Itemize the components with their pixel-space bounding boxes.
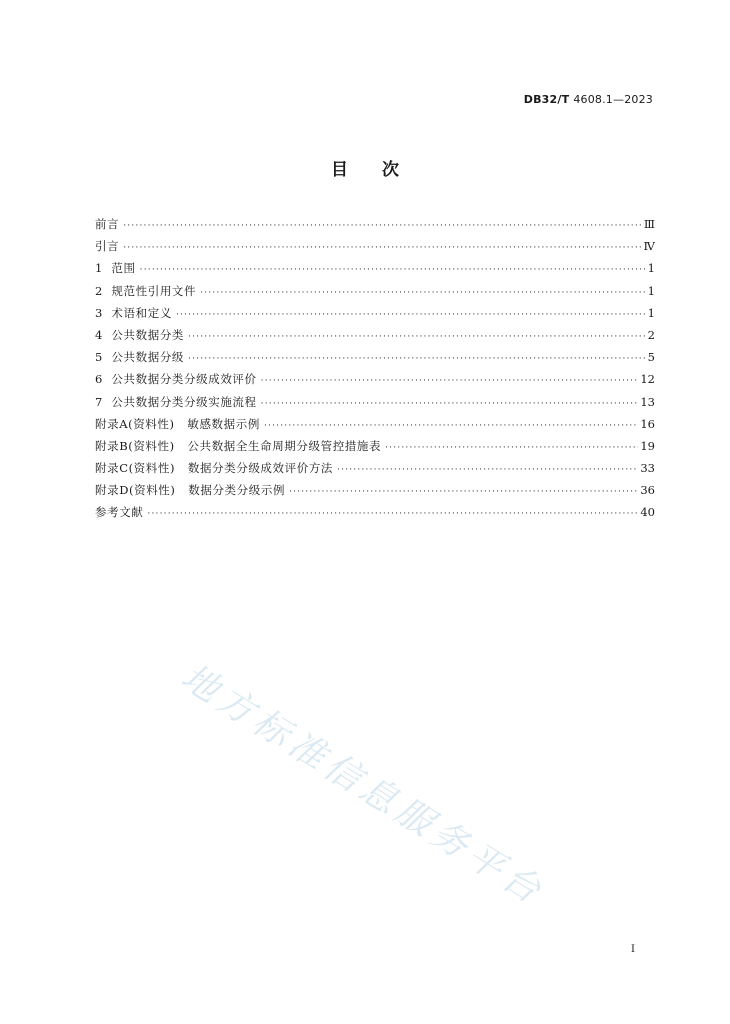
toc-leader-dots	[140, 259, 646, 281]
toc-entry-page: 12	[640, 372, 655, 387]
toc-entry[interactable]	[95, 346, 655, 368]
toc-leader-dots	[188, 348, 646, 370]
toc-entry-page: 16	[640, 416, 655, 431]
table-of-contents	[95, 213, 655, 524]
toc-entry-page: Ⅳ	[643, 239, 655, 254]
toc-entry[interactable]	[95, 280, 655, 302]
toc-entry-label: 7 公共数据分类分级实施流程	[95, 394, 257, 409]
toc-leader-dots	[337, 459, 638, 481]
toc-entry-label: 4 公共数据分类	[95, 327, 185, 342]
toc-leader-dots	[123, 215, 642, 237]
toc-leader-dots	[200, 282, 646, 304]
toc-leader-dots	[264, 415, 638, 437]
toc-entry-label: 2 规范性引用文件	[95, 283, 197, 298]
toc-entry[interactable]	[95, 435, 655, 457]
page-number: I	[631, 944, 635, 955]
toc-entry[interactable]	[95, 213, 655, 235]
toc-leader-dots	[188, 326, 646, 348]
toc-entry[interactable]	[95, 368, 655, 390]
toc-entry[interactable]	[95, 302, 655, 324]
toc-entry[interactable]	[95, 413, 655, 435]
toc-entry-page: 1	[647, 305, 655, 320]
toc-leader-dots	[176, 304, 646, 326]
toc-leader-dots	[385, 437, 638, 459]
toc-leader-dots	[123, 237, 641, 259]
standard-code-number: 4608.1—2023	[573, 93, 653, 106]
toc-entry-label: 附录B(资料性) 公共数据全生命周期分级管控措施表	[95, 438, 382, 453]
watermark: 地方标准信息服务平台	[174, 656, 552, 915]
toc-entry-label: 前言	[95, 217, 120, 231]
toc-entry-page: 13	[640, 394, 655, 409]
toc-entry-page: 5	[647, 350, 655, 365]
toc-entry-page: 19	[640, 438, 655, 453]
toc-entry-label: 附录D(资料性) 数据分类分级示例	[95, 483, 286, 498]
toc-entry[interactable]	[95, 457, 655, 479]
toc-entry-label: 引言	[95, 239, 120, 254]
toc-entry-label: 附录C(资料性) 数据分类分级成效评价方法	[95, 461, 334, 476]
toc-entry-page: 40	[640, 505, 655, 520]
toc-entry-page: 36	[640, 483, 655, 498]
toc-entry-label: 附录A(资料性) 敏感数据示例	[95, 416, 260, 431]
page-title: 目次	[331, 160, 433, 180]
toc-entry[interactable]	[95, 235, 655, 257]
toc-entry-page: 1	[647, 283, 655, 298]
toc-leader-dots	[261, 393, 639, 415]
standard-code-prefix: DB32/T	[523, 93, 570, 106]
toc-entry-label: 参考文献	[95, 505, 144, 520]
toc-entry-page: 1	[647, 261, 655, 276]
toc-entry-label: 3 术语和定义	[95, 305, 172, 320]
toc-leader-dots	[289, 481, 638, 503]
toc-leader-dots	[147, 503, 638, 525]
toc-entry-page: 33	[640, 461, 655, 476]
toc-entry-page: 2	[647, 327, 655, 342]
toc-entry-label: 1 范围	[95, 261, 136, 276]
toc-entry[interactable]	[95, 501, 655, 523]
toc-entry-page: Ⅲ	[643, 217, 655, 231]
toc-entry[interactable]	[95, 479, 655, 501]
toc-leader-dots	[261, 370, 639, 392]
toc-entry[interactable]	[95, 257, 655, 279]
standard-code	[524, 93, 653, 106]
toc-entry[interactable]	[95, 391, 655, 413]
toc-entry-label: 5 公共数据分级	[95, 350, 185, 365]
toc-entry[interactable]	[95, 324, 655, 346]
toc-entry-label: 6 公共数据分类分级成效评价	[95, 372, 257, 387]
